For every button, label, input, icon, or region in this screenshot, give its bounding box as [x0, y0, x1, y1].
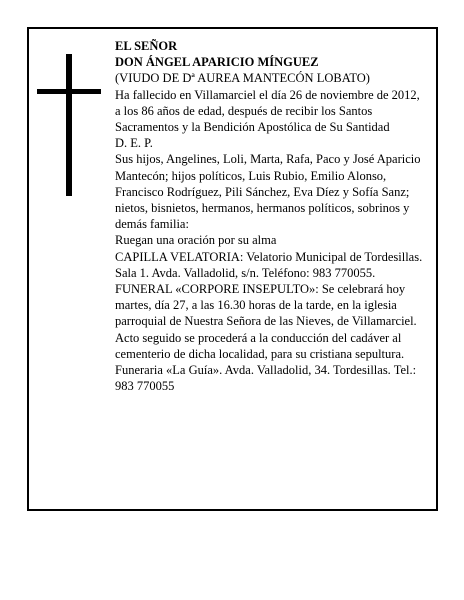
cross-vertical-bar [66, 54, 72, 196]
funeral-home-info: Funeraria «La Guía». Avda. Valladolid, 34. Tordesillas. Tel.: 983 770055 [115, 363, 417, 394]
funeral-info: FUNERAL «CORPORE INSEPULTO»: Se celebrará hoy martes, día 27, a las 16.30 horas de la tarde, en la iglesia parroquial de Nuestra Señora de las Nieves, de Villamarciel. Acto seguido se procederá a la conducción del cadáver al cementerio de dicha localidad, para su cristiana sepultura. [115, 282, 417, 361]
widower-line: (VIUDO DE Dª AUREA MANTECÓN LOBATO) [115, 71, 370, 86]
header-line: EL SEÑOR [115, 39, 178, 53]
deceased-name: DON ÁNGEL APARICIO MÍNGUEZ [115, 55, 319, 70]
prayer-request: Ruegan una oración por su alma [115, 233, 277, 248]
death-announcement: Ha fallecido en Villamarciel el día 26 de noviembre de 2012, a los 86 años de edad, después de recibir los Santos Sacramentos y la Bendición Apostólica de Su Santidad [115, 87, 420, 135]
family-list: Sus hijos, Angelines, Loli, Marta, Rafa, Paco y José Aparicio Mantecón; hijos políticos, Luis Rubio, Emilio Alonso, Francisco Rodríguez, Pili Sánchez, Eva Díez y Sofía Sanz; nietos, bisnietos, hermanos, hermanos políticos, sobrinos y demás familia: [115, 152, 421, 232]
rest-in-peace: D. E. P. [115, 136, 153, 151]
chapel-info: CAPILLA VELATORIA: Velatorio Municipal de Tordesillas. Sala 1. Avda. Valladolid, s/n. Teléfono: 983 770055. [115, 249, 423, 280]
obituary-text [115, 38, 425, 394]
cross-horizontal-bar [37, 89, 101, 94]
cross-icon [37, 54, 101, 196]
